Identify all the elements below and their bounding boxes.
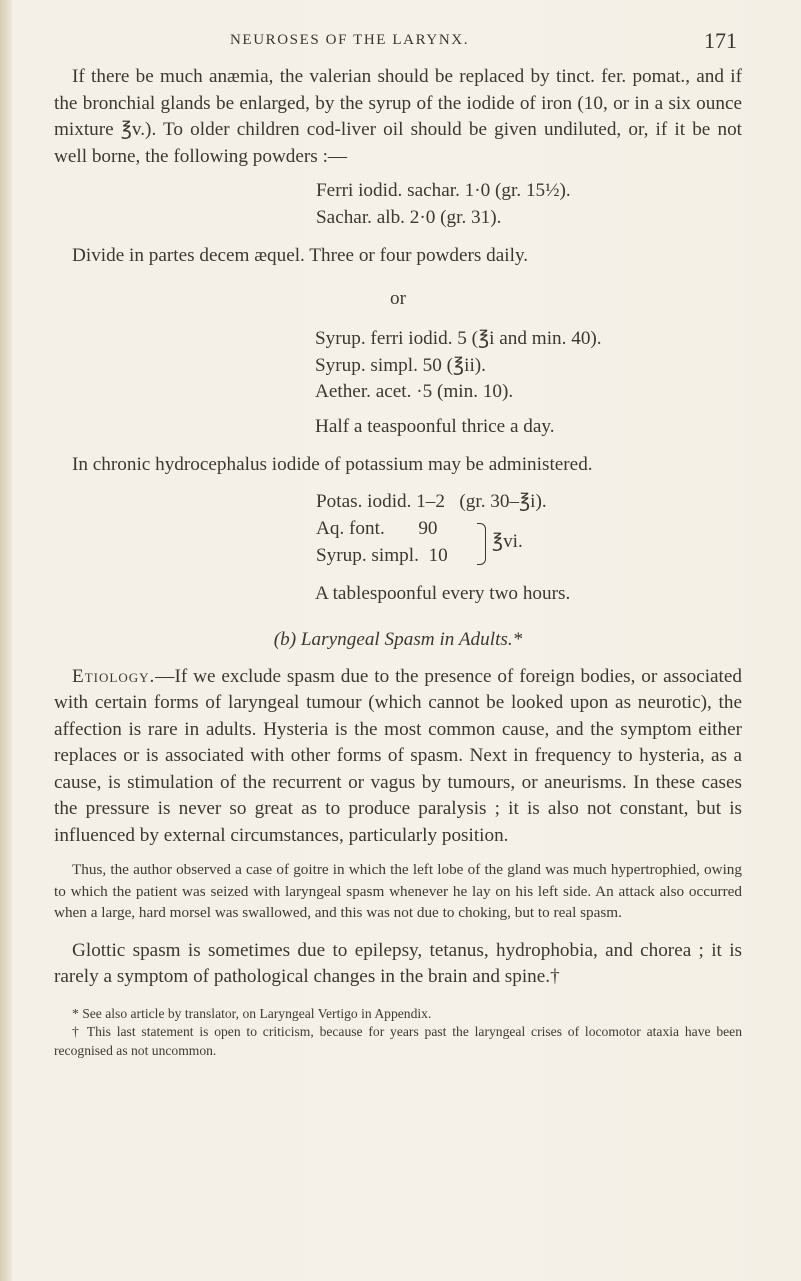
or-separator: or [390, 287, 406, 309]
prescription-3-dose: A tablespoonful every two hours. [315, 582, 571, 604]
brace-value: ℥vi. [492, 530, 523, 552]
etiology-paragraph [54, 664, 742, 850]
divide-instruction: Divide in partes decem æquel. Three or four powders daily. [72, 245, 529, 266]
prescription-2-line-3: Aether. acet. ·5 (min. 10). [315, 381, 514, 402]
prescription-3-line-1: Potas. iodid. 1–2 (gr. 30–℥i). [316, 490, 547, 512]
footnote-1: * See also article by translator, on Laryngeal Vertigo in Appendix. [72, 1005, 432, 1021]
page-number: 171 [704, 28, 737, 53]
prescription-2-line-2: Syrup. simpl. 50 (℥ii). [315, 354, 486, 376]
footnotes [54, 1005, 742, 1061]
section-heading: (b) Laryngeal Spasm in Adults.* [273, 629, 523, 650]
prescription-1-line-1: Ferri iodid. sachar. 1·0 (gr. 15½). [316, 180, 571, 201]
prescription-3 [316, 489, 742, 573]
prescription-2-dose: Half a teaspoonful thrice a day. [315, 415, 555, 437]
running-head [0, 28, 801, 52]
brace-symbol [477, 523, 486, 565]
case-paragraph: Thus, the author observed a case of goitre in which the left lobe of the gland was much hypertrophied, owing to which the patient was seized with laryngeal spasm whenever he lay on his left side. An attack also occurred when a large, hard morsel was swallowed, and this was not due to choking, but to real spasm. [54, 861, 742, 921]
prescription-3-line-3: Syrup. simpl. 10 [316, 544, 448, 566]
page-body [54, 64, 742, 1060]
hydrocephalus-paragraph: In chronic hydrocephalus iodide of potassium may be administered. [72, 454, 593, 475]
prescription-2-line-1: Syrup. ferri iodid. 5 (℥i and min. 40). [315, 328, 602, 349]
intro-paragraph: If there be much anæmia, the valerian should be replaced by tinct. fer. pomat., and if the bronchial glands be enlarged, by the syrup of the iodide of iron (10, or in a six ounce mixture ℥v.). To older children cod-liver oil should be given undiluted, or, if it be not well borne, the following powders :— [54, 66, 742, 167]
prescription-3-line-2: Aq. font. 90 [316, 517, 438, 539]
prescription-1-line-2: Sachar. alb. 2·0 (gr. 31). [316, 206, 502, 228]
page-gutter [0, 0, 12, 1281]
etiology-label: Etiology. [72, 665, 156, 687]
glottic-paragraph: Glottic spasm is sometimes due to epilepsy, tetanus, hydrophobia, and chorea ; it is rarely a symptom of pathological changes in the brain and spine.† [54, 939, 742, 987]
etiology-text: —If we exclude spasm due to the presence of foreign bodies, or associated with certain forms of laryngeal tumour (which cannot be looked upon as neurotic), the affection is rare in adults. Hysteria is the most common cause, and the symptom either replaces or is associated with other forms of spasm. Next in frequency to hysteria, as a cause, is stimulation of the recurrent or vagus by tumours, or aneurisms. In these cases the pressure is never so great as to produce paralysis ; it is also not constant, but is influenced by external circumstances, particularly position. [54, 665, 742, 846]
running-title: NEUROSES OF THE LARYNX. [230, 32, 470, 48]
footnote-2: † This last statement is open to criticism, because for years past the laryngeal crises of locomotor ataxia have been recognised as not uncommon. [54, 1024, 742, 1058]
